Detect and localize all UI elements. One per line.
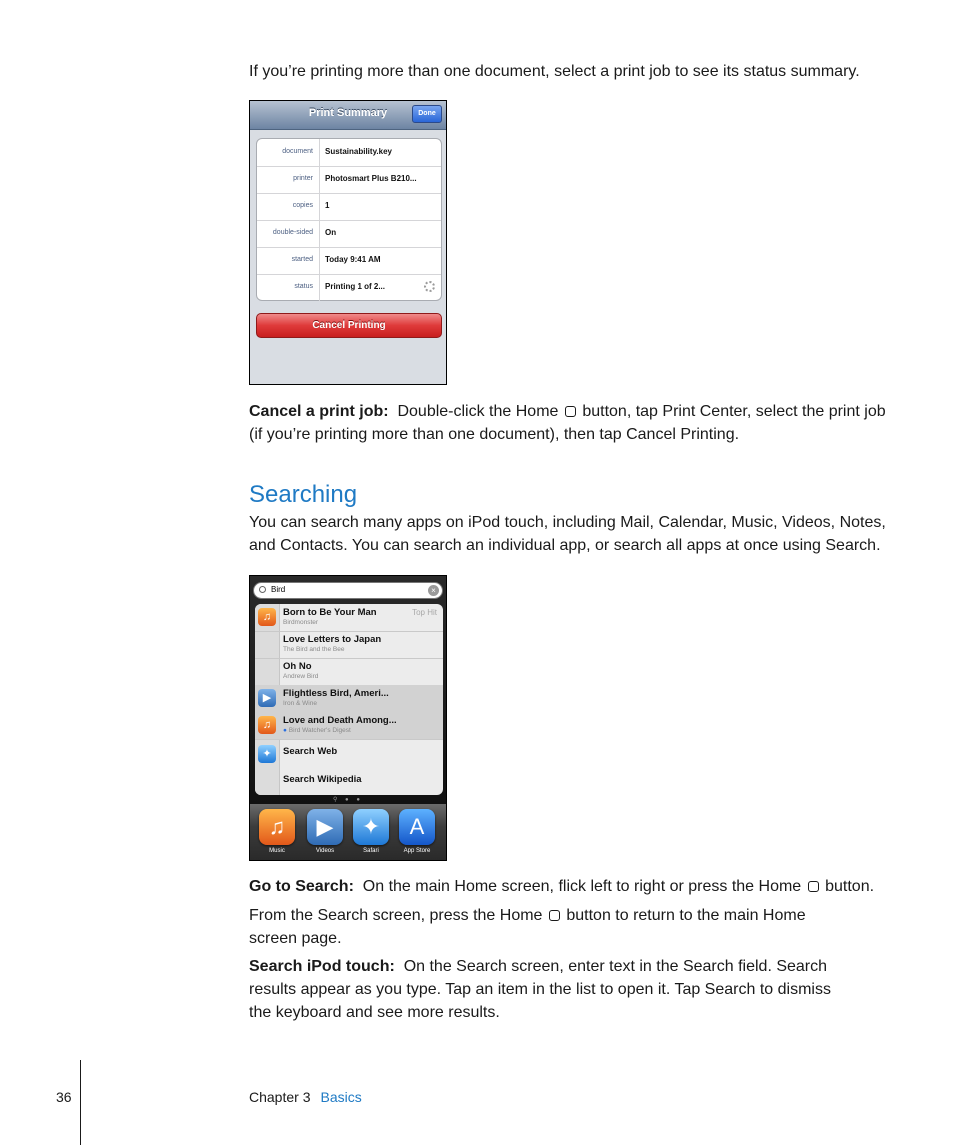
dock-label: Safari bbox=[363, 848, 379, 854]
detail-label: copies bbox=[292, 202, 313, 209]
search-screenshot bbox=[249, 575, 447, 861]
cancel-job-text-a: Double-click the Home bbox=[397, 403, 559, 420]
result-row[interactable] bbox=[255, 658, 443, 686]
print-summary-screenshot bbox=[249, 100, 447, 385]
home-button-icon bbox=[565, 406, 576, 417]
chapter-footer bbox=[249, 1089, 362, 1105]
from-search-text-a: From the Search screen, press the Home bbox=[249, 907, 543, 924]
go-to-search-paragraph bbox=[249, 875, 889, 898]
compass-icon: ✦ bbox=[353, 809, 389, 845]
dock-label: Music bbox=[269, 848, 285, 854]
dock-app-music[interactable] bbox=[258, 809, 296, 854]
page-number: 36 bbox=[56, 1089, 72, 1105]
detail-value: Sustainability.key bbox=[325, 147, 392, 156]
web-search-group bbox=[255, 739, 443, 795]
result-row[interactable] bbox=[255, 685, 443, 713]
detail-row-status bbox=[257, 274, 441, 301]
detail-row-double-sided bbox=[257, 220, 441, 248]
clapperboard-icon: ▶ bbox=[258, 689, 276, 707]
clapperboard-icon: ▶ bbox=[307, 809, 343, 845]
cancel-printing-button[interactable]: Cancel Printing bbox=[256, 313, 442, 338]
result-title: Born to Be Your Man bbox=[283, 607, 377, 618]
result-row[interactable] bbox=[255, 604, 443, 632]
result-title: Love and Death Among... bbox=[283, 715, 397, 726]
search-field[interactable] bbox=[253, 582, 443, 599]
music-note-icon: ♫ bbox=[258, 716, 276, 734]
music-note-icon: ♫ bbox=[258, 608, 276, 626]
home-button-icon bbox=[549, 910, 560, 921]
done-button[interactable]: Done bbox=[412, 105, 442, 123]
detail-label: status bbox=[294, 283, 313, 290]
detail-value: Printing 1 of 2... bbox=[325, 282, 386, 291]
result-subtitle: The Bird and the Bee bbox=[283, 646, 345, 653]
from-search-paragraph bbox=[249, 904, 829, 950]
result-title: Love Letters to Japan bbox=[283, 634, 382, 645]
result-subtitle: Iron & Wine bbox=[283, 700, 317, 707]
detail-value: 1 bbox=[325, 201, 330, 210]
go-to-search-text-a: On the main Home screen, flick left to right or press the Home bbox=[362, 878, 802, 895]
result-title: Flightless Bird, Ameri... bbox=[283, 688, 389, 699]
navigation-bar bbox=[250, 101, 446, 130]
footer-divider bbox=[80, 1060, 81, 1145]
cancel-job-term: Cancel a print job: bbox=[249, 403, 389, 420]
detail-row-copies bbox=[257, 193, 441, 221]
page-indicator: ⚲ ● ● bbox=[333, 797, 363, 803]
result-subtitle: Andrew Bird bbox=[283, 673, 319, 680]
detail-row-started bbox=[257, 247, 441, 275]
result-row[interactable] bbox=[255, 631, 443, 659]
detail-value: On bbox=[325, 228, 337, 237]
detail-row-document bbox=[257, 139, 441, 167]
search-icon bbox=[259, 586, 266, 593]
search-results-list bbox=[255, 604, 443, 795]
top-hit-label: Top Hit bbox=[412, 608, 437, 617]
dock-label: App Store bbox=[403, 848, 431, 854]
dock bbox=[250, 804, 446, 860]
search-query: Bird bbox=[271, 585, 286, 594]
from-search-text-b: button to return to the main Home screen page. bbox=[249, 907, 806, 947]
result-title: Oh No bbox=[283, 661, 312, 672]
detail-row-printer bbox=[257, 166, 441, 194]
print-summary-title: Print Summary bbox=[308, 107, 388, 119]
dock-app-app-store[interactable] bbox=[398, 809, 436, 854]
search-ipod-text: On the Search screen, enter text in the Search field. Search results appear as you type. Tap an item in the list to open it. Tap Search to dismiss the keyboard and see more results. bbox=[249, 958, 831, 1021]
detail-label: printer bbox=[293, 175, 313, 182]
safari-compass-icon: ✦ bbox=[258, 745, 276, 763]
home-button-icon bbox=[808, 881, 819, 892]
intro-paragraph: If you’re printing more than one document, select a print job to see its status summary. bbox=[249, 63, 860, 80]
go-to-search-text-b: button. bbox=[825, 878, 875, 895]
dock-label: Videos bbox=[315, 848, 335, 854]
result-row[interactable] bbox=[255, 712, 443, 740]
music-note-icon: ♫ bbox=[259, 809, 295, 845]
search-ipod-term: Search iPod touch: bbox=[249, 958, 395, 975]
result-subtitle: ● Bird Watcher's Digest bbox=[283, 727, 351, 734]
search-wikipedia-action[interactable]: Search Wikipedia bbox=[283, 774, 362, 785]
go-to-search-term: Go to Search: bbox=[249, 878, 354, 895]
chapter-name-link[interactable]: Basics bbox=[320, 1089, 362, 1105]
result-subtitle: Birdmonster bbox=[283, 619, 319, 626]
dock-app-videos[interactable] bbox=[306, 809, 344, 854]
search-web-action[interactable]: Search Web bbox=[283, 746, 338, 757]
searching-intro: You can search many apps on iPod touch, including Mail, Calendar, Music, Videos, Notes, and Contacts. You can search an individual app, or search all apps at once using Search. bbox=[249, 514, 886, 554]
print-details-table bbox=[256, 138, 442, 301]
detail-label: document bbox=[282, 148, 313, 155]
clear-icon[interactable]: × bbox=[428, 585, 439, 596]
cancel-job-paragraph bbox=[249, 400, 889, 446]
chapter-label: Chapter 3 bbox=[249, 1089, 311, 1105]
search-ipod-paragraph bbox=[249, 955, 849, 1024]
dock-app-safari[interactable] bbox=[352, 809, 390, 854]
cancel-job-text-b: button, tap Print Center, select the print job (if you’re printing more than one document), then tap Cancel Printing. bbox=[249, 403, 886, 443]
app-store-icon: A bbox=[399, 809, 435, 845]
detail-label: double-sided bbox=[272, 229, 313, 236]
activity-spinner-icon bbox=[424, 281, 435, 292]
section-heading: Searching bbox=[249, 481, 358, 508]
detail-label: started bbox=[291, 256, 313, 263]
detail-value: Today 9:41 AM bbox=[325, 255, 381, 264]
detail-value: Photosmart Plus B210... bbox=[325, 174, 417, 183]
